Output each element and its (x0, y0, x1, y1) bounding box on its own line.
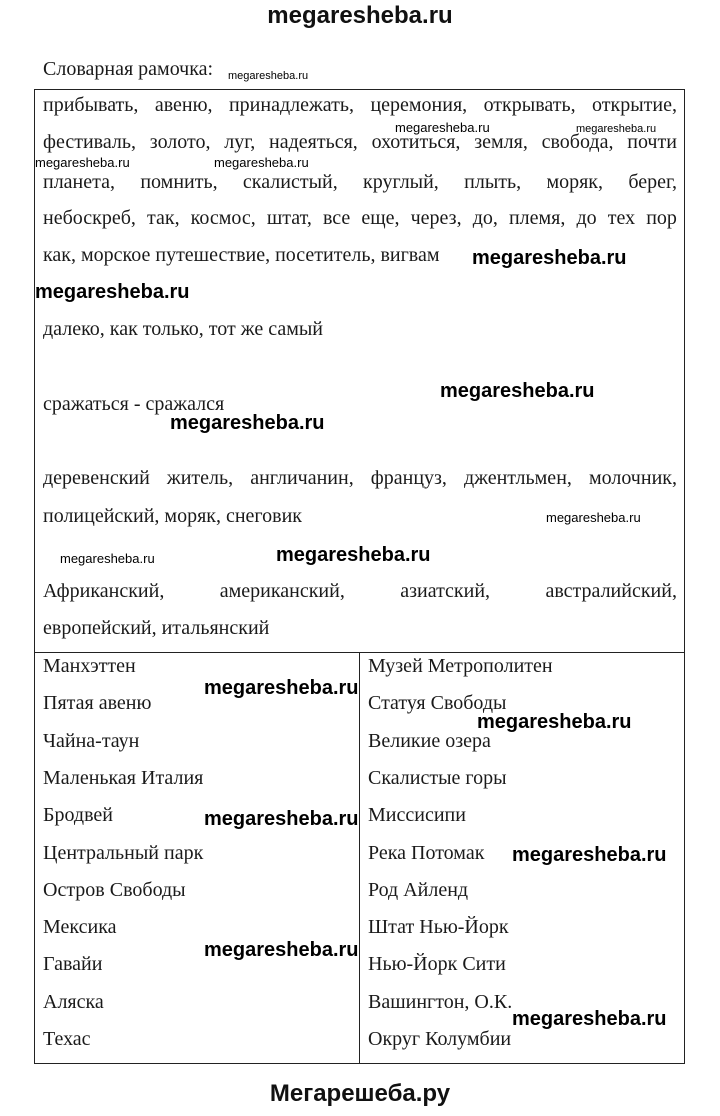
watermark: megaresheba.ru (214, 155, 309, 170)
word: еще, (361, 207, 400, 229)
watermark: megaresheba.ru (204, 808, 359, 830)
place-name: Река Потомак (368, 841, 485, 864)
adjectives-line (43, 580, 677, 603)
word: джентльмен, (464, 467, 572, 489)
watermark: megaresheba.ru (576, 123, 657, 135)
place-name: Аляска (43, 990, 104, 1013)
people-line (43, 467, 677, 490)
place-name: Чайна-таун (43, 729, 140, 752)
word: плыть, (464, 171, 522, 193)
place-name: Манхэттен (43, 655, 136, 677)
watermark: megaresheba.ru (35, 155, 130, 170)
word: англичанин, (250, 467, 354, 489)
place-name: Нью-Йорк Сити (368, 953, 506, 976)
word: так, (147, 207, 180, 229)
word: деревенский (43, 467, 150, 489)
place-name: Вашингтон, О.К. (368, 990, 513, 1013)
word: житель, (166, 467, 234, 489)
watermark: megaresheba.ru (395, 120, 490, 135)
word: моряк, (546, 171, 604, 193)
word: берег, (628, 171, 677, 193)
word: тех (607, 207, 636, 229)
adjective-word: Африканский, (43, 580, 165, 602)
watermark: megaresheba.ru (472, 247, 627, 269)
word: фестиваль, (43, 131, 136, 153)
watermark: megaresheba.ru (477, 711, 632, 733)
word: золото, (149, 131, 211, 153)
place-name: Гавайи (43, 953, 103, 976)
watermark: megaresheba.ru (204, 939, 359, 961)
word: луг, (224, 131, 256, 153)
word: племя, (508, 207, 566, 229)
place-name: Пятая авеню (43, 692, 152, 715)
word: до, (472, 207, 498, 229)
word: прибывать, (43, 94, 139, 116)
verb-line: сражаться - сражался (43, 393, 225, 415)
word: штат, (266, 207, 312, 229)
place-name: Центральный парк (43, 841, 204, 864)
word: надеяться, (269, 131, 358, 153)
word: открывать, (483, 94, 576, 116)
watermark: megaresheba.ru (228, 70, 309, 82)
adjective-word: австралийский, (545, 580, 677, 602)
adjectives-line: европейский, итальянский (43, 617, 270, 639)
word: охотиться, (371, 131, 461, 153)
watermark: megaresheba.ru (546, 510, 641, 525)
place-name: Округ Колумбии (368, 1028, 512, 1050)
column-divider (359, 652, 360, 1063)
phrases-line: далеко, как только, тот же самый (43, 318, 323, 340)
vocab-line (43, 171, 677, 194)
word: почти (627, 131, 677, 153)
word: земля, (474, 131, 528, 153)
watermark: megaresheba.ru (35, 281, 190, 303)
adjective-word: азиатский, (400, 580, 491, 602)
word: через, (410, 207, 462, 229)
people-line: полицейский, моряк, снеговик (43, 505, 303, 527)
watermark: megaresheba.ru (170, 412, 325, 434)
site-footer: Мегарешеба.ру (269, 1080, 451, 1107)
word: небоскреб, (43, 207, 136, 229)
vocab-line (43, 207, 677, 230)
word: все (322, 207, 351, 229)
word: космос, (190, 207, 256, 229)
adjective-word: американский, (219, 580, 345, 602)
place-name: Маленькая Италия (43, 766, 204, 789)
watermark: megaresheba.ru (512, 1008, 667, 1030)
place-name: Штат Нью-Йорк (368, 916, 509, 939)
word: пор (646, 207, 677, 229)
site-header: megaresheba.ru (267, 2, 453, 29)
watermark: megaresheba.ru (440, 380, 595, 402)
place-name: Великие озера (368, 729, 491, 752)
word: принадлежать, (228, 94, 355, 116)
watermark: megaresheba.ru (512, 844, 667, 866)
place-name: Скалистые горы (368, 766, 507, 789)
place-name: Остров Свободы (43, 878, 186, 901)
watermark: megaresheba.ru (60, 551, 155, 566)
word: свобода, (541, 131, 614, 153)
vocab-caption: Словарная рамочка: (43, 58, 214, 80)
word: открытие, (592, 94, 677, 116)
word: церемония, (370, 94, 468, 116)
vocab-line: как, морское путешествие, посетитель, вигвам (43, 244, 440, 266)
place-name: Бродвей (43, 804, 113, 827)
word: помнить, (140, 171, 218, 193)
watermark: megaresheba.ru (276, 544, 431, 566)
place-name: Музей Метрополитен (368, 655, 553, 677)
vocab-line (43, 94, 677, 117)
word: планета, (43, 171, 116, 193)
word: до (576, 207, 597, 229)
place-name: Миссисипи (368, 804, 466, 827)
word: француз, (370, 467, 447, 489)
place-name: Мексика (43, 916, 117, 939)
word: круглый, (363, 171, 439, 193)
watermark: megaresheba.ru (204, 677, 359, 699)
word: скалистый, (242, 171, 338, 193)
word: авеню, (154, 94, 213, 116)
place-name: Род Айленд (368, 878, 469, 901)
place-name: Статуя Свободы (368, 692, 507, 715)
place-name: Техас (43, 1028, 91, 1050)
word: молочник, (588, 467, 677, 489)
